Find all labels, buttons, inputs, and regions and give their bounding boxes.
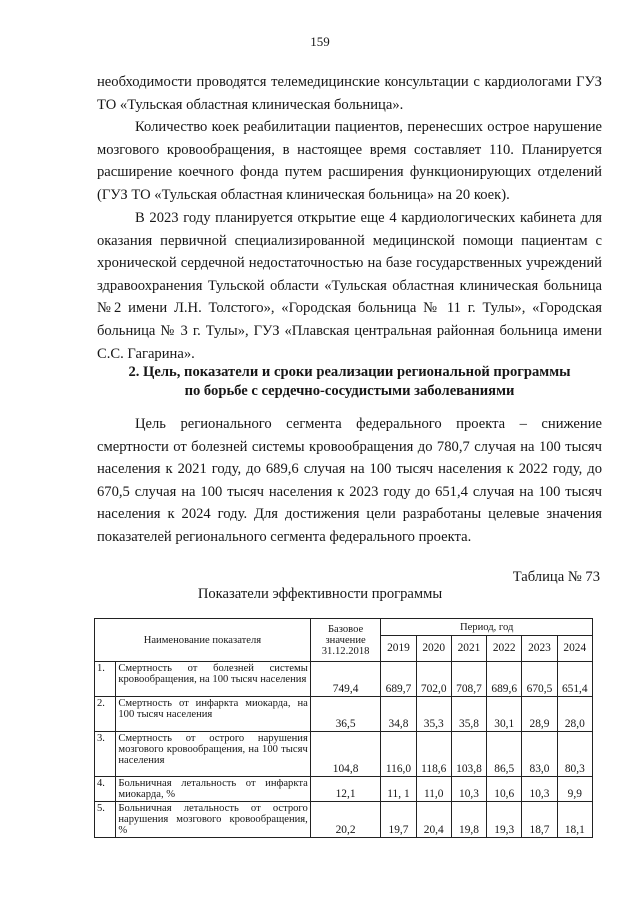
row-number: 5. — [95, 802, 116, 838]
header-year: 2022 — [487, 636, 522, 662]
row-value-2020: 20,4 — [416, 802, 451, 838]
row-value-2021: 35,8 — [451, 697, 486, 732]
row-value-2021: 708,7 — [451, 662, 486, 697]
row-base-value: 20,2 — [310, 802, 381, 838]
row-value-2023: 10,3 — [522, 777, 557, 802]
header-year: 2020 — [416, 636, 451, 662]
row-value-2024: 28,0 — [557, 697, 592, 732]
row-value-2023: 18,7 — [522, 802, 557, 838]
header-indicator-name: Наименование показателя — [95, 619, 311, 662]
header-base-line-1: Базовое — [327, 623, 364, 635]
row-value-2019: 34,8 — [381, 697, 416, 732]
performance-indicators-table — [94, 618, 593, 838]
table-number: Таблица № 73 — [512, 569, 600, 585]
paragraph-cardiology-offices: В 2023 году планируется открытие еще 4 кардиологических кабинета для оказания первичной специализированной медицинской помощи пациентам с хронической сердечной недостаточностью на базе государственных учреждений здравоохранения Тульской области «Тульская областная клиническая больница №2 имени Л.Н. Толстого», «Городская больница № 11 г. Тулы», «Городская больница № 3 г. Тулы», ГУЗ «Плавская центральная районная больница имени С.С. Гагарина». — [97, 210, 602, 362]
row-value-2021: 10,3 — [451, 777, 486, 802]
table-title: Показатели эффективности программы — [197, 586, 443, 602]
row-number: 1. — [95, 662, 116, 697]
row-value-2022: 10,6 — [487, 777, 522, 802]
row-base-value: 749,4 — [310, 662, 381, 697]
row-value-2023: 28,9 — [522, 697, 557, 732]
row-value-2020: 35,3 — [416, 697, 451, 732]
paragraph-program-goal: Цель регионального сегмента федерального проекта – снижение смертности от болезней системы кровообращения до 780,7 случая на 100 тысяч населения к 2021 году, до 689,6 случая на 100 тысяч населения к 2022 году, до 670,5 случая на 100 тысяч населения к 2023 году до 651,4 случая на 100 тысяч населения к 2024 году. Для достижения цели разработаны целевые значения показателей регионального сегмента федерального проекта. — [97, 416, 602, 545]
section-heading — [97, 363, 602, 401]
header-year: 2024 — [557, 636, 592, 662]
row-value-2024: 9,9 — [557, 777, 592, 802]
header-year: 2023 — [522, 636, 557, 662]
row-value-2019: 11, 1 — [381, 777, 416, 802]
table-row — [95, 777, 593, 802]
row-value-2019: 19,7 — [381, 802, 416, 838]
row-indicator-name: Смертность от болезней системы кровообращения, на 100 тысяч населения — [116, 662, 310, 697]
page-number: 159 — [310, 34, 330, 49]
row-value-2022: 689,6 — [487, 662, 522, 697]
header-year: 2021 — [451, 636, 486, 662]
row-value-2020: 11,0 — [416, 777, 451, 802]
row-number: 4. — [95, 777, 116, 802]
row-indicator-name: Смертность от острого нарушения мозгового кровообращения, на 100 тысяч населения — [116, 732, 310, 777]
table-header-row — [95, 619, 593, 636]
row-value-2020: 702,0 — [416, 662, 451, 697]
row-value-2019: 689,7 — [381, 662, 416, 697]
row-value-2022: 30,1 — [487, 697, 522, 732]
row-indicator-name: Больничная летальность от острого нарушения мозгового кровообращения, % — [116, 802, 310, 838]
row-value-2019: 116,0 — [381, 732, 416, 777]
row-value-2022: 19,3 — [487, 802, 522, 838]
table-row — [95, 662, 593, 697]
header-base-value — [310, 619, 381, 662]
header-period: Период, год — [381, 619, 593, 636]
row-number: 3. — [95, 732, 116, 777]
row-value-2023: 83,0 — [522, 732, 557, 777]
section-heading-line-1: 2. Цель, показатели и сроки реализации региональной программы — [128, 364, 571, 380]
header-base-line-2: значение — [325, 634, 366, 646]
row-value-2020: 118,6 — [416, 732, 451, 777]
row-indicator-name: Больничная летальность от инфаркта миокарда, % — [116, 777, 310, 802]
row-value-2021: 19,8 — [451, 802, 486, 838]
row-base-value: 104,8 — [310, 732, 381, 777]
table-row — [95, 802, 593, 838]
table-row — [95, 697, 593, 732]
row-indicator-name: Смертность от инфаркта миокарда, на 100 тысяч населения — [116, 697, 310, 732]
row-base-value: 12,1 — [310, 777, 381, 802]
paragraph-telemedicine: необходимости проводятся телемедицинские консультации с кардиологами ГУЗ ТО «Тульская областная клиническая больница». — [97, 74, 602, 113]
table-row — [95, 732, 593, 777]
paragraph-rehabilitation-beds: Количество коек реабилитации пациентов, перенесших острое нарушение мозгового кровообращения, в настоящее время составляет 110. Планируется расширение коечного фонда путем расширения функционирующих отделений (ГУЗ ТО «Тульская областная клиническая больница» на 20 коек). — [97, 119, 602, 203]
row-number: 2. — [95, 697, 116, 732]
header-base-line-3: 31.12.2018 — [321, 645, 370, 657]
row-base-value: 36,5 — [310, 697, 381, 732]
row-value-2024: 18,1 — [557, 802, 592, 838]
section-heading-line-2: по борьбе с сердечно-сосудистыми заболеваниями — [184, 383, 515, 399]
row-value-2024: 80,3 — [557, 732, 592, 777]
row-value-2023: 670,5 — [522, 662, 557, 697]
row-value-2021: 103,8 — [451, 732, 486, 777]
header-year: 2019 — [381, 636, 416, 662]
row-value-2022: 86,5 — [487, 732, 522, 777]
row-value-2024: 651,4 — [557, 662, 592, 697]
